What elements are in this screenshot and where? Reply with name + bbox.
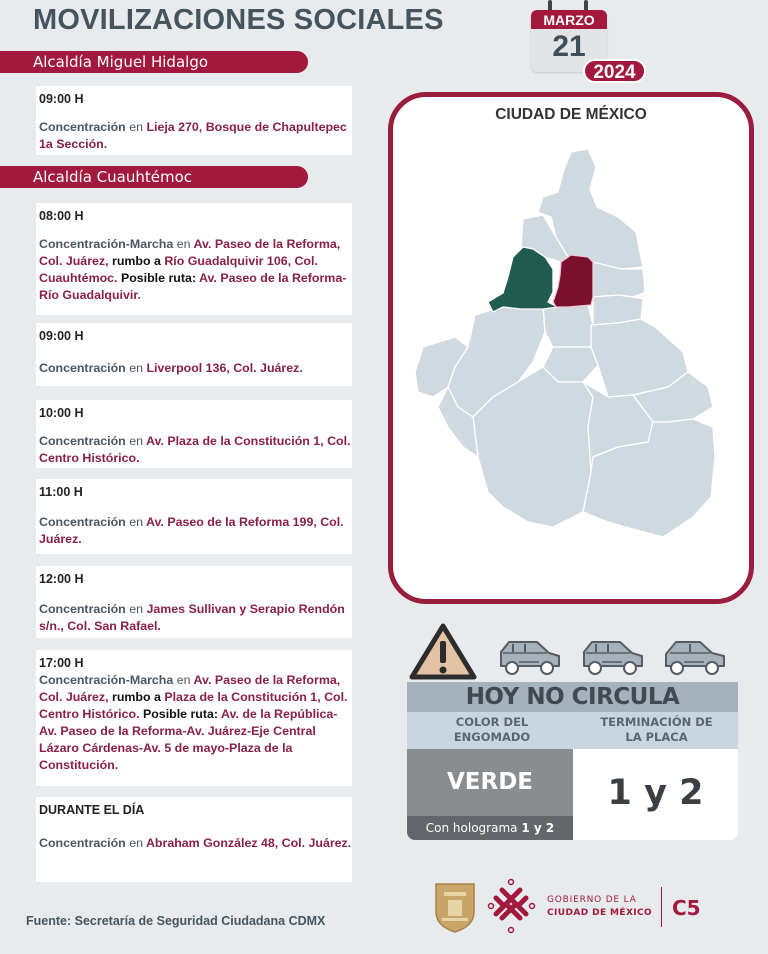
event-description: Concentración en Abraham González 48, Col. Juárez. — [39, 836, 352, 850]
event-time: DURANTE EL DÍA — [39, 803, 145, 817]
plate-endings: 1 y 2 — [607, 773, 704, 813]
event-card — [36, 203, 352, 315]
event-time: 17:00 H — [39, 656, 84, 670]
event-description: Concentración en Liverpool 136, Col. Juárez. — [39, 361, 303, 375]
event-time: 11:00 H — [39, 485, 83, 499]
alcaldia-header-miguel-hidalgo: Alcaldía Miguel Hidalgo — [0, 51, 308, 73]
cdmx-map — [393, 97, 749, 599]
event-time: 10:00 H — [39, 406, 84, 420]
map-panel — [388, 92, 754, 604]
event-time: 12:00 H — [39, 572, 84, 586]
event-card — [36, 323, 352, 386]
event-description: Concentración en Av. Paseo de la Reforma 199, Col. Juárez. — [39, 515, 344, 546]
event-time: 08:00 H — [39, 209, 84, 223]
warning-icon — [408, 621, 478, 681]
event-time: 09:00 H — [39, 92, 84, 106]
calendar-day: 21 — [552, 30, 586, 63]
col-header-color: COLOR DEL ENGOMADO — [453, 715, 531, 744]
map-region-cuauhtemoc — [553, 255, 593, 307]
event-description: Concentración en Av. Plaza de la Constitución 1, Col. Centro Histórico. — [39, 434, 351, 465]
car-icon — [497, 638, 563, 676]
calendar-icon — [528, 0, 646, 84]
car-icon — [662, 638, 728, 676]
gobierno-cdmx-emblem-icon — [496, 890, 526, 918]
event-card — [36, 797, 352, 882]
logo-divider — [661, 887, 662, 927]
event-card — [36, 479, 352, 554]
hoy-no-circula-title: HOY NO CIRCULA — [407, 682, 738, 712]
alcaldia-header-cuauhtemoc: Alcaldía Cuauhtémoc — [0, 166, 308, 188]
map-region-bjuarez — [543, 305, 593, 347]
hoy-no-circula-headers — [407, 712, 738, 749]
calendar-month: MARZO — [531, 10, 607, 29]
cdmx-shield-icon — [436, 884, 474, 932]
page-title: MOVILIZACIONES SOCIALES — [33, 4, 444, 36]
logos — [434, 878, 546, 938]
gobierno-cdmx-wordmark: GOBIERNO DE LA CIUDAD DE MÉXICO — [547, 895, 653, 918]
event-card — [36, 566, 352, 638]
source-credit: Fuente: Secretaría de Seguridad Ciudadana CDMX — [26, 914, 326, 928]
event-card — [36, 86, 352, 155]
event-card — [36, 650, 352, 786]
event-description: Concentración-Marcha en Av. Paseo de la Reforma, Col. Juárez, rumbo a Plaza de la Constitución 1, Col. Centro Histórico. Posible ruta: Av. de la República-Av. Paseo de la Reforma-Av. Juárez-Eje Central Lázaro Cárdenas-Av. 5 de mayo-Plaza de la Constitución. — [39, 673, 348, 772]
car-icon — [580, 638, 646, 676]
event-description: Concentración-Marcha en Av. Paseo de la Reforma, Col. Juárez, rumbo a Río Guadalquivir 106, Col. Cuauhtémoc. Posible ruta: Av. Paseo de la Reforma-Río Guadalquivir. — [39, 237, 347, 302]
c5-logo: C5 — [672, 896, 701, 920]
event-card — [36, 400, 352, 468]
map-title: CIUDAD DE MÉXICO — [495, 106, 647, 123]
event-time: 09:00 H — [39, 329, 84, 343]
hoy-no-circula-values — [407, 749, 738, 840]
event-description: Concentración en Lieja 270, Bosque de Chapultepec 1a Sección. — [39, 120, 347, 151]
hologram-note: Con holograma 1 y 2 — [407, 816, 573, 840]
calendar-year: 2024 — [583, 59, 646, 83]
sticker-color: VERDE — [407, 749, 573, 816]
event-description: Concentración en James Sullivan y Serapio Rendón s/n., Col. San Rafael. — [39, 602, 345, 633]
col-header-plate: TERMINACIÓN DE LA PLACA — [600, 715, 713, 744]
